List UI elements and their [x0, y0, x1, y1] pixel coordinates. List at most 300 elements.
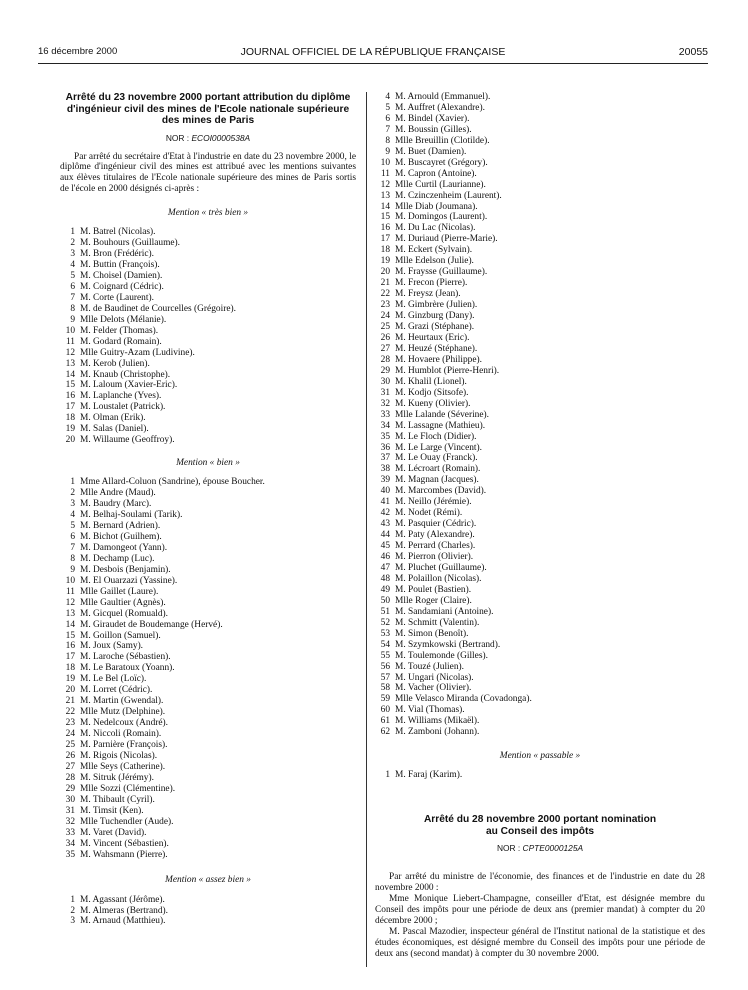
item-civility: M. [395, 672, 406, 683]
item-civility: M. [395, 234, 406, 245]
item-name: Domingos (Laurent). [408, 212, 488, 223]
item-civility: M. [395, 727, 406, 738]
item-number: 15 [65, 380, 75, 391]
item-civility: M. [80, 641, 91, 652]
item-number: 26 [380, 332, 390, 343]
list-item [375, 508, 705, 519]
item-civility: M. [395, 365, 406, 376]
decree2-paragraph-1: Par arrêté du ministre de l'économie, des finances et de l'industrie en date du 28 novembre 2000 : [375, 872, 705, 894]
item-name: Heurtaux (Eric). [408, 332, 470, 343]
item-name: Sandamiani (Antoine). [408, 606, 494, 617]
item-number: 1 [70, 227, 75, 238]
item-number: 15 [65, 630, 75, 641]
item-name: Corte (Laurent). [93, 292, 154, 303]
item-civility: M. [395, 661, 406, 672]
item-name: Vacher (Olivier). [407, 683, 472, 694]
item-number: 54 [380, 639, 390, 650]
item-number: 35 [65, 849, 75, 860]
item-civility: M. [80, 685, 91, 696]
item-name: Capron (Antoine). [408, 168, 477, 179]
item-name: Tuchendler (Aude). [99, 816, 174, 827]
item-number: 29 [380, 365, 390, 376]
item-name: Auffret (Alexandre). [407, 102, 485, 113]
item-civility: M. [80, 531, 91, 542]
item-number: 52 [380, 617, 390, 628]
item-name: Giraudet de Boudemange (Hervé). [93, 619, 223, 630]
item-civility: M. [80, 542, 91, 553]
list-item [375, 683, 705, 694]
item-name: Buet (Damien). [408, 146, 467, 157]
item-name: Vial (Thomas). [407, 705, 465, 716]
item-civility: Mlle [395, 256, 413, 267]
item-name: Perrard (Charles). [408, 541, 476, 552]
item-name: Laroche (Sébastien). [93, 652, 171, 663]
item-civility: M. [395, 398, 406, 409]
item-name: Roger (Claire). [415, 595, 472, 606]
list-item [375, 158, 705, 169]
item-number: 17 [65, 402, 75, 413]
list-item [375, 530, 705, 541]
item-number: 15 [380, 212, 390, 223]
item-name: Kerob (Julien). [93, 358, 150, 369]
decree1-intro: Par arrêté du secrétaire d'Etat à l'industrie en date du 23 novembre 2000, le diplôme d'ingénieur civil des mines est attribué avec les mentions suivantes aux élèves titulaires de l'Ecole nationale supérieure des mines de Paris sortis de l'école en 2000 désignés ci-après : [60, 151, 356, 195]
list-item [60, 282, 356, 293]
list-item [375, 673, 705, 684]
item-civility: M. [80, 740, 91, 751]
item-number: 58 [380, 683, 390, 694]
item-name: Fraysse (Guillaume). [408, 267, 488, 278]
item-civility: M. [395, 332, 406, 343]
item-name: Lorret (Cédric). [93, 685, 153, 696]
item-number: 11 [65, 586, 75, 597]
item-name: Mutz (Delphine). [100, 707, 166, 718]
item-number: 5 [70, 270, 75, 281]
item-civility: M. [80, 805, 91, 816]
item-civility: M. [395, 113, 406, 124]
item-civility: M. [395, 508, 406, 519]
list-item [375, 103, 705, 114]
item-number: 13 [380, 190, 390, 201]
item-civility: M. [80, 292, 91, 303]
item-number: 8 [385, 135, 390, 146]
decree2-paragraph-2: Mme Monique Liebert-Champagne, conseiller d'Etat, est désignée membre du Conseil des impôts pour une période de deux ans (premier mandat) à compter du 20 décembre 2000 ; [375, 894, 705, 926]
list-item [60, 424, 356, 435]
list-item [60, 304, 356, 315]
list-item [375, 651, 705, 662]
item-number: 16 [65, 641, 75, 652]
item-name: Vincent (Sébastien). [92, 838, 169, 849]
item-name: Baudry (Marc). [93, 499, 152, 510]
item-number: 3 [70, 916, 75, 927]
item-name: Polaillon (Nicolas). [408, 573, 482, 584]
item-civility: M. [80, 663, 91, 674]
list-item [60, 718, 356, 729]
list-item [60, 850, 356, 861]
item-number: 25 [380, 322, 390, 333]
item-civility: M. [395, 475, 406, 486]
item-name: Desbois (Benjamin). [93, 564, 171, 575]
item-name: Olman (Erik). [93, 413, 146, 424]
item-number: 21 [65, 696, 75, 707]
item-civility: M. [80, 772, 91, 783]
list-item [60, 565, 356, 576]
list-item [60, 631, 356, 642]
item-number: 12 [380, 179, 390, 190]
list-passable [375, 770, 705, 781]
item-civility: M. [80, 303, 91, 314]
item-name: de Baudinet de Courcelles (Grégoire). [93, 303, 236, 314]
list-item [60, 674, 356, 685]
item-number: 61 [380, 716, 390, 727]
header-journal-title: JOURNAL OFFICIEL DE LA RÉPUBLIQUE FRANÇAISE [240, 46, 506, 58]
item-number: 16 [380, 223, 390, 234]
item-name: Marcombes (David). [408, 486, 487, 497]
item-number: 22 [380, 289, 390, 300]
list-item [375, 629, 705, 640]
item-number: 10 [65, 325, 75, 336]
list-item [375, 289, 705, 300]
list-item [375, 607, 705, 618]
list-item [375, 377, 705, 388]
item-civility: M. [80, 259, 91, 270]
item-name: Breuillin (Clotilde). [415, 135, 490, 146]
item-number: 33 [380, 409, 390, 420]
item-name: Gicquel (Romuald). [93, 608, 169, 619]
item-number: 24 [380, 311, 390, 322]
item-name: Felder (Thomas). [93, 325, 159, 336]
list-item [60, 543, 356, 554]
item-number: 37 [380, 453, 390, 464]
item-civility: M. [395, 376, 406, 387]
list-item [375, 541, 705, 552]
item-number: 24 [65, 729, 75, 740]
item-name: Arnaud (Matthieu). [92, 916, 166, 927]
item-civility: M. [395, 628, 406, 639]
item-civility: M. [80, 630, 91, 641]
item-civility: M. [80, 718, 91, 729]
item-civility: M. [80, 510, 91, 521]
item-number: 14 [380, 201, 390, 212]
item-number: 6 [385, 113, 390, 124]
right-column [375, 92, 705, 959]
list-item [375, 770, 705, 781]
item-name: Du Lac (Nicolas). [408, 223, 476, 234]
item-number: 5 [70, 521, 75, 531]
item-number: 13 [65, 608, 75, 619]
list-item [375, 355, 705, 366]
item-civility: M. [395, 716, 406, 727]
item-number: 53 [380, 628, 390, 639]
list-item [60, 895, 356, 906]
decree1-nor-label: NOR : [165, 132, 190, 143]
item-number: 20 [65, 435, 75, 446]
list-item [60, 740, 356, 751]
list-item [60, 326, 356, 337]
item-name: Joux (Samy). [93, 641, 144, 652]
item-name: Williams (Mikaël). [407, 716, 480, 727]
item-civility: M. [395, 562, 406, 573]
list-item [375, 300, 705, 311]
item-name: Wahsmann (Pierre). [92, 849, 168, 860]
item-number: 55 [380, 650, 390, 661]
item-name: Lalande (Séverine). [415, 409, 489, 420]
item-name: Godard (Romain). [93, 336, 162, 347]
item-civility: M. [80, 916, 91, 927]
item-civility: Mlle [80, 314, 98, 325]
mention-bien-heading: Mention « bien » [176, 458, 240, 469]
item-name: Willaume (Geoffroy). [92, 435, 175, 446]
item-number: 18 [65, 413, 75, 424]
item-civility: M. [395, 705, 406, 716]
item-name: Toulemonde (Gilles). [407, 650, 488, 661]
decree2-nor-label: NOR : [496, 843, 521, 854]
item-name: Loustalet (Patrick). [93, 402, 166, 413]
item-civility: M. [80, 619, 91, 630]
item-number: 30 [65, 794, 75, 805]
list-item [375, 421, 705, 432]
item-name: Parnière (François). [93, 740, 168, 751]
item-name: Batrel (Nicolas). [93, 227, 156, 238]
list-item [375, 366, 705, 377]
item-name: Buscayret (Grégory). [408, 157, 488, 168]
item-name: Ginzburg (Dany). [408, 311, 475, 322]
item-number: 36 [380, 442, 390, 453]
list-item [60, 521, 356, 532]
item-name: Dechamp (Luc). [93, 553, 155, 564]
item-name: Belhaj-Soulami (Tarik). [93, 510, 183, 521]
item-civility: Mlle [80, 761, 98, 772]
item-name: Bron (Frédéric). [93, 249, 154, 260]
item-number: 14 [65, 619, 75, 630]
item-number: 20 [65, 685, 75, 696]
item-civility: M. [80, 391, 91, 402]
item-civility: M. [80, 674, 91, 685]
item-number: 16 [65, 391, 75, 402]
item-name: Szymkowski (Bertrand). [408, 639, 501, 650]
item-name: Laloum (Xavier-Eric). [93, 380, 178, 391]
list-item [375, 234, 705, 245]
item-name: Kodjo (Sitsofe). [408, 387, 469, 398]
item-name: El Ouarzazi (Yassine). [93, 575, 178, 586]
header-rule [38, 63, 708, 64]
mention-tres-bien-heading: Mention « très bien » [167, 208, 249, 219]
item-number: 8 [70, 553, 75, 564]
item-name: Nedelcoux (André). [93, 718, 168, 729]
item-name: Pierron (Olivier). [408, 552, 474, 563]
list-item [60, 828, 356, 839]
item-civility: M. [395, 584, 406, 595]
item-civility: M. [395, 300, 406, 311]
item-civility: M. [80, 608, 91, 619]
item-civility: M. [395, 519, 406, 530]
item-name: Frecon (Pierre). [408, 278, 468, 289]
item-civility: M. [80, 894, 91, 905]
list-item [375, 399, 705, 410]
item-civility: M. [395, 606, 406, 617]
item-number: 57 [380, 672, 390, 683]
item-number: 9 [70, 564, 75, 575]
item-number: 5 [385, 102, 390, 113]
item-civility: M. [80, 424, 91, 435]
item-civility: M. [395, 486, 406, 497]
item-name: Bindel (Xavier). [408, 113, 470, 124]
list-item [375, 475, 705, 486]
list-item [60, 260, 356, 271]
item-number: 9 [70, 314, 75, 325]
item-name: Magnan (Jacques). [408, 475, 479, 486]
item-number: 23 [65, 718, 75, 729]
list-item [60, 391, 356, 402]
item-name: Arnould (Emmanuel). [407, 92, 491, 102]
item-civility: M. [395, 245, 406, 256]
page-header [38, 46, 708, 60]
list-item [60, 609, 356, 620]
item-name: Zamboni (Johann). [408, 727, 480, 738]
item-name: Agassant (Jérôme). [92, 894, 165, 905]
item-name: Touzé (Julien). [407, 661, 464, 672]
item-civility: M. [395, 497, 406, 508]
item-name: Thibault (Cyril). [92, 794, 155, 805]
item-civility: M. [395, 530, 406, 541]
list-item [375, 574, 705, 585]
list-item [60, 576, 356, 587]
item-civility: M. [395, 387, 406, 398]
item-name: Bernard (Adrien). [93, 521, 161, 531]
item-civility: M. [80, 696, 91, 707]
list-assez-bien-part1 [60, 895, 356, 928]
list-item [60, 238, 356, 249]
item-name: Goillon (Samuel). [93, 630, 161, 641]
item-number: 34 [380, 420, 390, 431]
item-number: 38 [380, 464, 390, 475]
decree2-title: Arrêté du 28 novembre 2000 portant nomination au Conseil des impôts [423, 814, 657, 837]
list-item [375, 256, 705, 267]
item-civility: M. [395, 464, 406, 475]
item-civility: M. [395, 453, 406, 464]
list-item [375, 443, 705, 454]
item-civility: Mlle [80, 488, 98, 499]
list-item [375, 662, 705, 673]
list-item [60, 906, 356, 917]
list-item [60, 554, 356, 565]
list-item [60, 587, 356, 598]
list-item [375, 585, 705, 596]
item-name: Simon (Benoît). [408, 628, 469, 639]
list-item [60, 839, 356, 850]
list-item [60, 806, 356, 817]
list-item [60, 916, 356, 927]
item-number: 32 [65, 816, 75, 827]
item-civility: M. [395, 650, 406, 661]
item-number: 18 [380, 245, 390, 256]
item-name: Faraj (Karim). [408, 770, 463, 781]
mention-assez-bien-heading: Mention « assez bien » [165, 874, 251, 885]
list-item [60, 271, 356, 282]
decree2-nor-code: CPTE0000125A [522, 843, 584, 854]
list-item [375, 147, 705, 158]
item-number: 31 [65, 805, 75, 816]
item-name: Buttin (François). [93, 259, 160, 270]
item-civility: M. [395, 541, 406, 552]
item-civility: M. [395, 190, 406, 201]
list-item [375, 245, 705, 256]
item-number: 28 [380, 354, 390, 365]
list-item [60, 348, 356, 359]
list-item [60, 729, 356, 740]
item-number: 33 [65, 827, 75, 838]
list-item [375, 333, 705, 344]
list-item [60, 370, 356, 381]
item-civility: M. [395, 212, 406, 223]
item-civility: M. [80, 270, 91, 281]
item-number: 20 [380, 267, 390, 278]
item-civility: M. [395, 770, 406, 781]
item-civility: M. [395, 157, 406, 168]
mention-passable-heading: Mention « passable » [499, 751, 581, 762]
list-item [375, 388, 705, 399]
item-civility: M. [80, 729, 91, 740]
list-item [375, 311, 705, 322]
list-item [375, 410, 705, 421]
list-item [60, 435, 356, 446]
list-item [375, 694, 705, 705]
item-civility: Mlle [80, 347, 98, 358]
list-item [375, 640, 705, 651]
list-item [375, 344, 705, 355]
item-number: 3 [70, 249, 75, 260]
item-name: Bouhours (Guillaume). [93, 238, 180, 249]
item-civility: M. [395, 146, 406, 157]
item-civility: M. [80, 751, 91, 762]
item-number: 3 [70, 499, 75, 510]
item-civility: M. [80, 794, 91, 805]
item-civility: M. [395, 267, 406, 278]
item-name: Le Bel (Loïc). [93, 674, 147, 685]
list-item [375, 727, 705, 738]
list-item [60, 751, 356, 762]
item-civility: M. [80, 358, 91, 369]
item-name: Pasquier (Cédric). [408, 519, 477, 530]
decree1-nor [60, 133, 356, 144]
list-item [60, 707, 356, 718]
item-name: Coignard (Cédric). [93, 281, 164, 292]
list-item [60, 641, 356, 652]
item-name: Neillo (Jérémie). [408, 497, 472, 508]
list-item [60, 532, 356, 543]
list-item [60, 293, 356, 304]
item-number: 31 [380, 387, 390, 398]
item-name: Nodet (Rémi). [408, 508, 463, 519]
item-civility: Mlle [395, 201, 413, 212]
list-item [60, 477, 356, 488]
item-civility: M. [80, 227, 91, 238]
item-name: Gaultier (Agnès). [100, 597, 166, 608]
item-number: 50 [380, 595, 390, 606]
item-civility: M. [80, 905, 91, 916]
item-number: 23 [380, 300, 390, 311]
list-item [60, 380, 356, 391]
list-item [60, 784, 356, 795]
item-civility: M. [395, 124, 406, 135]
item-civility: M. [395, 573, 406, 584]
item-civility: M. [80, 413, 91, 424]
list-item [375, 716, 705, 727]
item-number: 10 [65, 575, 75, 586]
list-item [60, 696, 356, 707]
item-civility: M. [80, 380, 91, 391]
item-name: Bichot (Guilhem). [93, 531, 162, 542]
list-item [375, 278, 705, 289]
